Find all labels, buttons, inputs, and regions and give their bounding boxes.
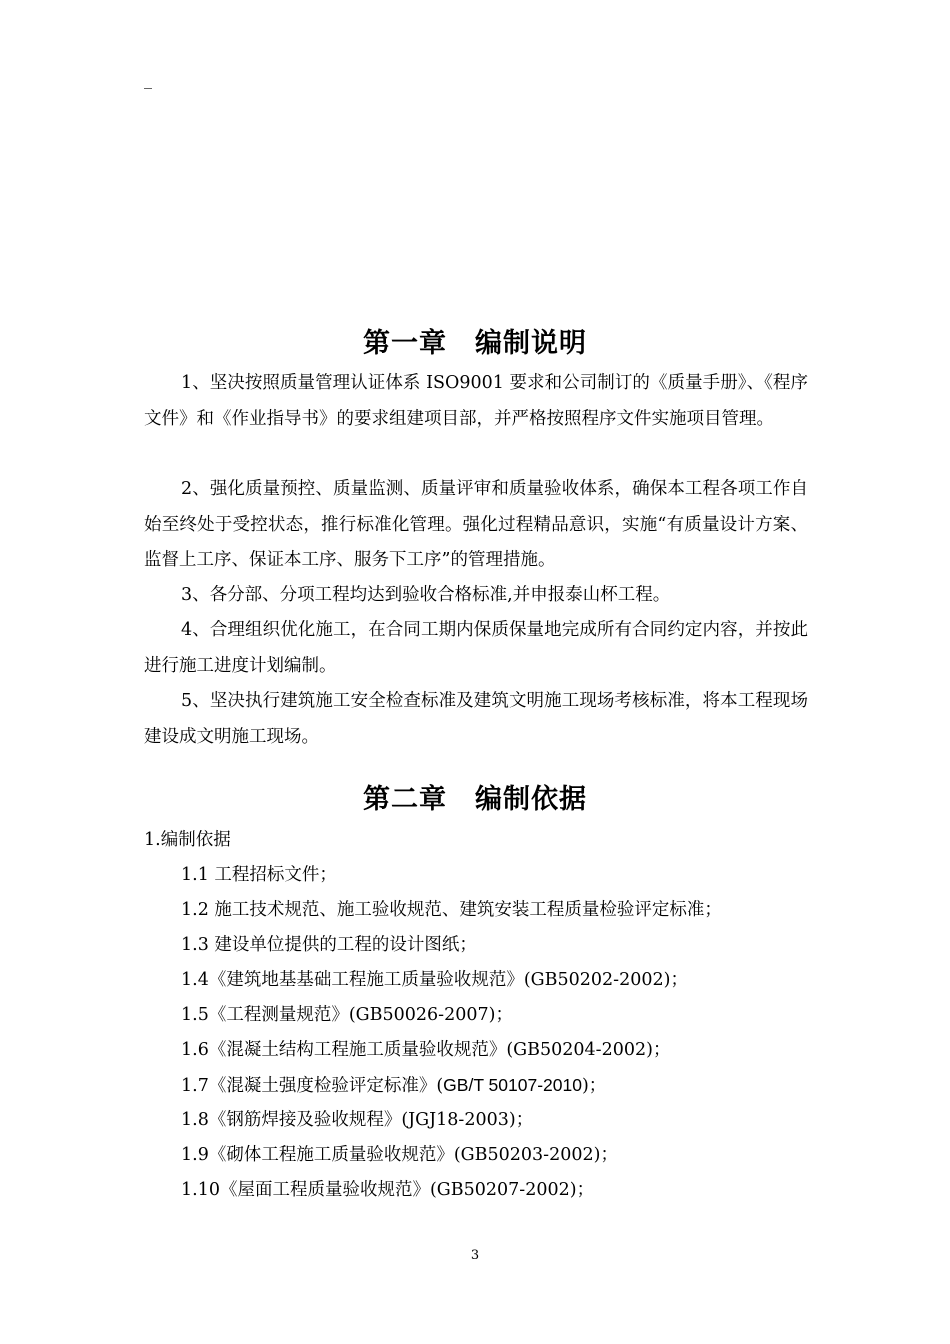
section-heading: 1.编制依据 <box>144 830 231 850</box>
header-mark: _ <box>144 70 152 89</box>
chapter-1-paragraph-3: 3、各分部、分项工程均达到验收合格标准,并申报泰山杯工程。 <box>181 585 671 605</box>
basis-item: 1.2 施工技术规范、施工验收规范、建筑安装工程质量检验评定标准； <box>181 900 722 920</box>
basis-item-suffix: )； <box>581 1076 607 1096</box>
basis-item-prefix: 1.7《混凝土强度检验评定标准》( <box>181 1076 444 1096</box>
basis-item: 1.4《建筑地基基础工程施工质量验收规范》(GB50202-2002)； <box>181 970 688 990</box>
basis-item: 1.9《砌体工程施工质量验收规范》(GB50203-2002)； <box>181 1145 618 1165</box>
basis-item: 1.6《混凝土结构工程施工质量验收规范》(GB50204-2002)； <box>181 1040 671 1060</box>
basis-item: 1.8《钢筋焊接及验收规程》(JGJ18-2003)； <box>181 1110 534 1130</box>
page-number: 3 <box>470 1248 480 1263</box>
chapter-1-paragraph-5: 5、坚决执行建筑施工安全检查标准及建筑文明施工现场考核标准，将本工程现场建设成文明施工现场。 <box>144 691 808 747</box>
basis-item: 1.1 工程招标文件； <box>181 865 337 885</box>
basis-item: 1.10《屋面工程质量验收规范》(GB50207-2002)； <box>181 1180 595 1200</box>
basis-item: 1.5《工程测量规范》(GB50026-2007)； <box>181 1005 513 1025</box>
standard-code: GB/T 50107-2010 <box>443 1075 582 1095</box>
chapter-2-title: 第二章 编制依据 <box>363 784 587 815</box>
chapter-1-title: 第一章 编制说明 <box>363 328 587 359</box>
basis-item: 1.3 建设单位提供的工程的设计图纸； <box>181 935 477 955</box>
chapter-1-paragraph-4: 4、合理组织优化施工，在合同工期内保质保量地完成所有合同约定内容，并按此进行施工进度计划编制。 <box>144 620 808 676</box>
basis-item <box>181 1073 606 1098</box>
chapter-1-paragraph-1: 1、坚决按照质量管理认证体系 ISO9001 要求和公司制订的《质量手册》、《程序文件》和《作业指导书》的要求组建项目部，并严格按照程序文件实施项目管理。 <box>144 373 808 429</box>
chapter-1-paragraph-2: 2、强化质量预控、质量监测、质量评审和质量验收体系，确保本工程各项工作自始至终处于受控状态，推行标准化管理。强化过程精品意识，实施“有质量设计方案、监督上工序、保证本工序、服务下工序”的管理措施。 <box>144 479 808 570</box>
